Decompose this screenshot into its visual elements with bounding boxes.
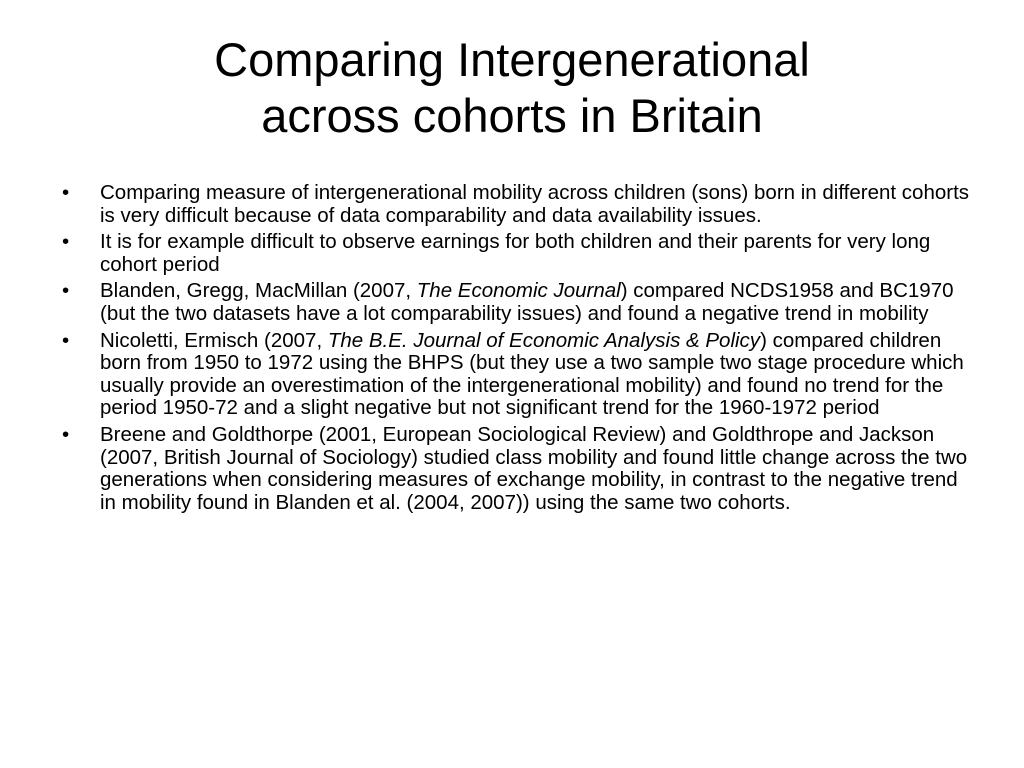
bullet-text-segment: It is for example difficult to observe earnings for both children and their parents for very long cohort period (100, 230, 931, 276)
bullet-text (100, 423, 967, 514)
slide-title-line-1: Comparing Intergenerational (214, 33, 810, 86)
bullet-item (62, 280, 974, 325)
bullet-text (100, 329, 964, 420)
bullet-marker: • (62, 181, 70, 204)
bullet-text (100, 230, 930, 276)
bullet-text-segment: ) compared children born from 1950 to 1972 using the BHPS (but they use a two sample two stage procedure which usually provide an overestimation of the intergenerational mobility) and found no trend for the period 1950-72 and a slight negative but not significant trend for the 1960-1972 period (100, 328, 964, 420)
bullet-text-segment: Blanden, Gregg, MacMillan (2007, (100, 279, 417, 303)
bullet-marker: • (62, 279, 70, 303)
bullet-list (62, 182, 974, 518)
bullet-marker: • (62, 230, 70, 254)
bullet-text (100, 279, 954, 325)
slide-title-line-2: across cohorts in Britain (261, 89, 763, 142)
bullet-marker: • (62, 328, 70, 352)
slide-title (60, 32, 964, 144)
bullet-marker: • (62, 422, 70, 446)
bullet-item (62, 330, 974, 420)
bullet-text-segment: Nicoletti, Ermisch (2007, (100, 328, 328, 352)
bullet-text (100, 181, 969, 227)
bullet-text-segment: Breene and Goldthorpe (2001, European Sociological Review) and Goldthrope and Jackson (2007, British Journal of Sociology) studied class mobility and found little change across the two generations when considering measures of exchange mobility, in contrast to the negative trend in mobility found in Blanden et al. (2004, 2007)) using the same two cohorts. (100, 422, 968, 514)
bullet-citation-title: The B.E. Journal of Economic Analysis & Policy (327, 328, 761, 352)
bullet-text-segment: Comparing measure of intergenerational mobility across children (sons) born in different cohorts is very difficult because of data comparability and data availability issues. (100, 181, 970, 227)
bullet-text-segment: ) compared NCDS1958 and BC1970 (but the two datasets have a lot comparability issues) and found a negative trend in mobility (100, 279, 954, 325)
bullet-citation-title: The Economic Journal (416, 279, 621, 303)
bullet-item (62, 424, 974, 514)
bullet-item (62, 231, 974, 276)
bullet-item (62, 182, 974, 227)
